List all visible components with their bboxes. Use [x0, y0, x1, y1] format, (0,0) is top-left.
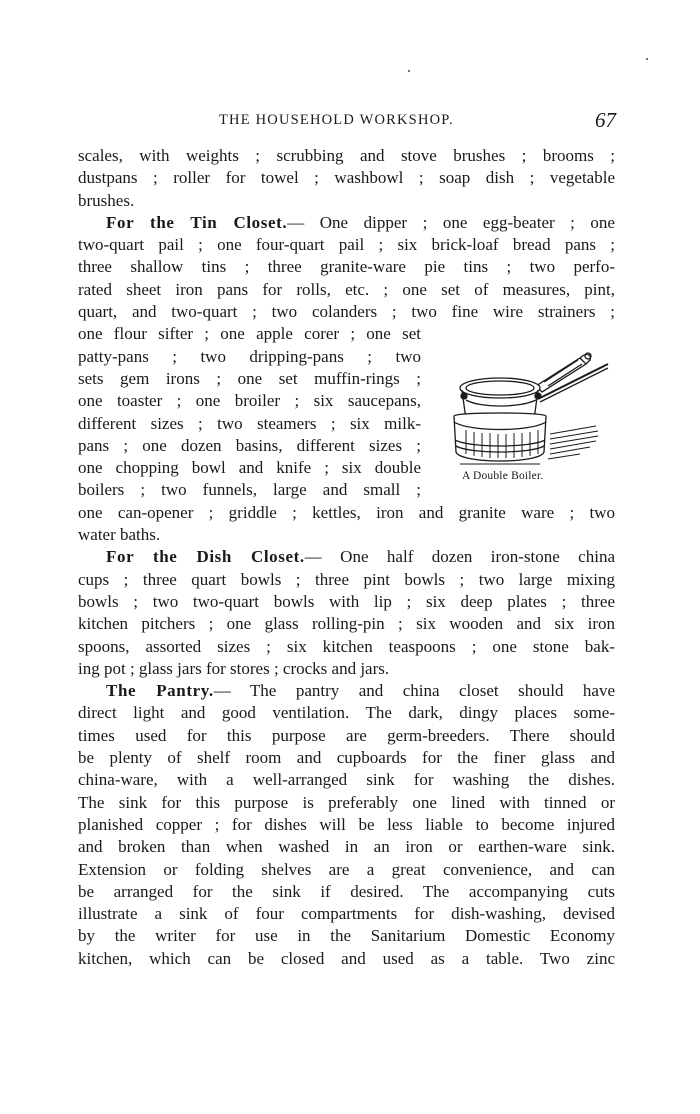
text-line: pans ; one dozen basins, different sizes ; [78, 435, 421, 455]
text-line: different sizes ; two steamers ; six milk- [78, 413, 421, 433]
text-line: by the writer for use in the Sanitarium Domestic Economy [78, 926, 615, 946]
text-run: — One dipper ; one egg-beater ; one [287, 212, 615, 232]
section-heading-tin-closet: For the Tin Closet. [106, 212, 288, 232]
print-speck [646, 58, 648, 60]
text-line: two-quart pail ; one four-quart pail ; six brick-loaf bread pans ; [78, 235, 615, 255]
text-line: spoons, assorted sizes ; six kitchen teaspoons ; one stone bak- [78, 636, 615, 656]
text-line: be plenty of shelf room and cupboards for the finer glass and [78, 748, 615, 768]
text-line: ing pot ; glass jars for stores ; crocks and jars. [78, 658, 390, 678]
text-line: The sink for this purpose is preferably one lined with tinned or [78, 792, 615, 812]
paragraph-dish-closet [78, 546, 615, 568]
page-number: 67 [595, 108, 616, 132]
text-line: brushes. [78, 190, 135, 210]
text-line: one can-opener ; griddle ; kettles, iron and granite ware ; two [78, 502, 615, 522]
section-heading-dish-closet: For the Dish Closet. [106, 547, 305, 567]
text-line: three shallow tins ; three granite-ware pie tins ; two perfo- [78, 257, 615, 277]
section-heading-pantry: The Pantry. [106, 681, 214, 701]
print-speck [408, 70, 410, 72]
text-line: be arranged for the sink if desired. The accompanying cuts [78, 881, 615, 901]
text-line: patty-pans ; two dripping-pans ; two [78, 346, 421, 366]
body-text [78, 145, 615, 970]
paragraph-pantry [78, 680, 615, 702]
text-line: planished copper ; for dishes will be less liable to become injured [78, 814, 615, 834]
text-line: scales, with weights ; scrubbing and stove brushes ; brooms ; [78, 146, 615, 165]
running-title: THE HOUSEHOLD WORKSHOP. [219, 112, 454, 128]
text-run: — One half dozen iron-stone china [304, 547, 615, 567]
text-line: Extension or folding shelves are a great convenience, and can [78, 859, 615, 879]
text-line: kitchen, which can be closed and used as a table. Two zinc [78, 948, 615, 968]
text-line: rated sheet iron pans for rolls, etc. ; one set of measures, pint, [78, 279, 615, 299]
text-line: china-ware, with a well-arranged sink for washing the dishes. [78, 770, 615, 790]
text-line: quart, and two-quart ; two colanders ; two fine wire strainers ; [78, 302, 615, 322]
text-line: one flour sifter ; one apple corer ; one set [78, 324, 421, 344]
text-line: and broken than when washed in an iron or earthen-ware sink. [78, 837, 615, 857]
double-boiler-illustration [440, 342, 616, 467]
double-boiler-figure [440, 342, 616, 492]
text-line: one toaster ; one broiler ; six saucepans, [78, 391, 421, 411]
text-line: sets gem irons ; one set muffin-rings ; [78, 368, 421, 388]
paragraph-tin-closet [78, 212, 615, 234]
text-line: illustrate a sink of four compartments for dish-washing, devised [78, 904, 615, 924]
text-line: boilers ; two funnels, large and small ; [78, 480, 421, 500]
running-header [78, 108, 616, 132]
text-line: one chopping bowl and knife ; six double [78, 458, 421, 478]
text-line: direct light and good ventilation. The dark, dingy places some- [78, 703, 615, 723]
text-line: cups ; three quart bowls ; three pint bowls ; two large mixing [78, 569, 615, 589]
figure-caption: A Double Boiler. [462, 470, 544, 482]
text-line: bowls ; two two-quart bowls with lip ; six deep plates ; three [78, 591, 615, 611]
text-line: dustpans ; roller for towel ; washbowl ; soap dish ; vegetable [78, 168, 615, 188]
text-line: water baths. [78, 525, 161, 545]
text-line: kitchen pitchers ; one glass rolling-pin ; six wooden and six iron [78, 614, 615, 634]
text-run: — The pantry and china closet should have [213, 681, 615, 701]
text-line: times used for this purpose are germ-breeders. There should [78, 725, 615, 745]
